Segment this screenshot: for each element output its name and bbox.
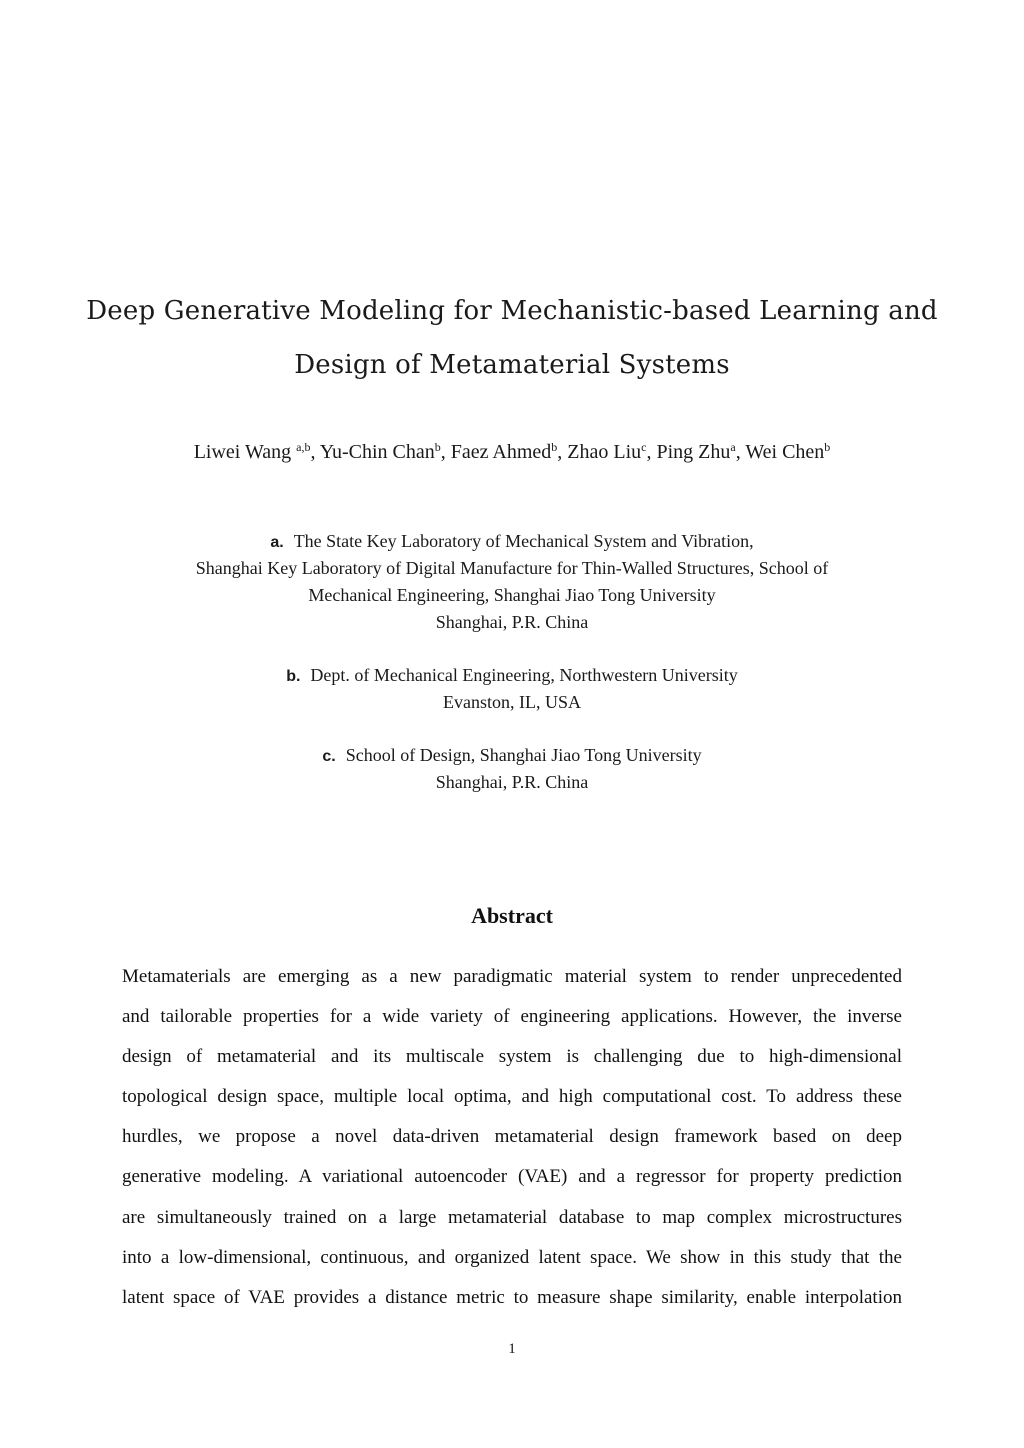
abstract-line: and tailorable properties for a wide variety of engineering applications. However, the inverse <box>122 1006 902 1027</box>
affiliation-a-line-1: a. The State Key Laboratory of Mechanical System and Vibration, <box>270 531 754 551</box>
abstract-line: are simultaneously trained on a large metamaterial database to map complex microstructures <box>122 1207 902 1228</box>
affiliation-a-line-4: Shanghai, P.R. China <box>435 612 589 632</box>
affiliation-c-line-1: c. School of Design, Shanghai Jiao Tong University <box>322 745 702 765</box>
author: Zhao Liu$^c$, <box>567 440 657 463</box>
abstract-line: generative modeling. A variational autoencoder (VAE) and a regressor for property prediction <box>122 1166 902 1187</box>
abstract-line: design of metamaterial and its multiscale system is challenging due to high-dimensional <box>122 1046 902 1067</box>
affiliation-c-line-2: Shanghai, P.R. China <box>435 772 589 792</box>
author-list <box>0 441 1024 464</box>
affiliation-a-line-3: Mechanical Engineering, Shanghai Jiao Tong University <box>308 585 716 605</box>
affiliation-c-mark: c. <box>322 748 336 765</box>
affiliation-b-mark: b. <box>286 668 301 685</box>
affiliation-b-line-1: b. Dept. of Mechanical Engineering, Northwestern University <box>286 665 738 685</box>
abstract-heading: Abstract <box>471 903 553 928</box>
affiliation-a-mark: a. <box>270 534 284 551</box>
paper-title-line-2: Design of Metamaterial Systems <box>294 350 730 380</box>
author: Faez Ahmed$^b$, <box>450 440 568 463</box>
affiliation-b-line-2: Evanston, IL, USA <box>443 692 581 712</box>
abstract-line: Metamaterials are emerging as a new paradigmatic material system to render unprecedented <box>122 966 902 987</box>
abstract-line: hurdles, we propose a novel data-driven metamaterial design framework based on deep <box>122 1126 902 1147</box>
abstract-line: topological design space, multiple local optima, and high computational cost. To address these <box>122 1086 902 1107</box>
affiliation-a-line-2: Shanghai Key Laboratory of Digital Manufacture for Thin-Walled Structures, School of <box>195 558 829 578</box>
author: Ping Zhu$^a$, <box>656 440 746 463</box>
author: Yu-Chin Chan$^b$, <box>319 440 451 463</box>
abstract-line: latent space of VAE provides a distance metric to measure shape similarity, enable interpolation <box>122 1287 902 1308</box>
abstract-line: into a low-dimensional, continuous, and organized latent space. We show in this study that the <box>122 1247 902 1268</box>
author: Liwei Wang $^{a,b}$, <box>193 440 320 463</box>
author: Wei Chen$^b$ <box>745 440 831 463</box>
page-number: 1 <box>508 1341 516 1357</box>
paper-title-line-1: Deep Generative Modeling for Mechanistic-based Learning and <box>86 296 938 326</box>
